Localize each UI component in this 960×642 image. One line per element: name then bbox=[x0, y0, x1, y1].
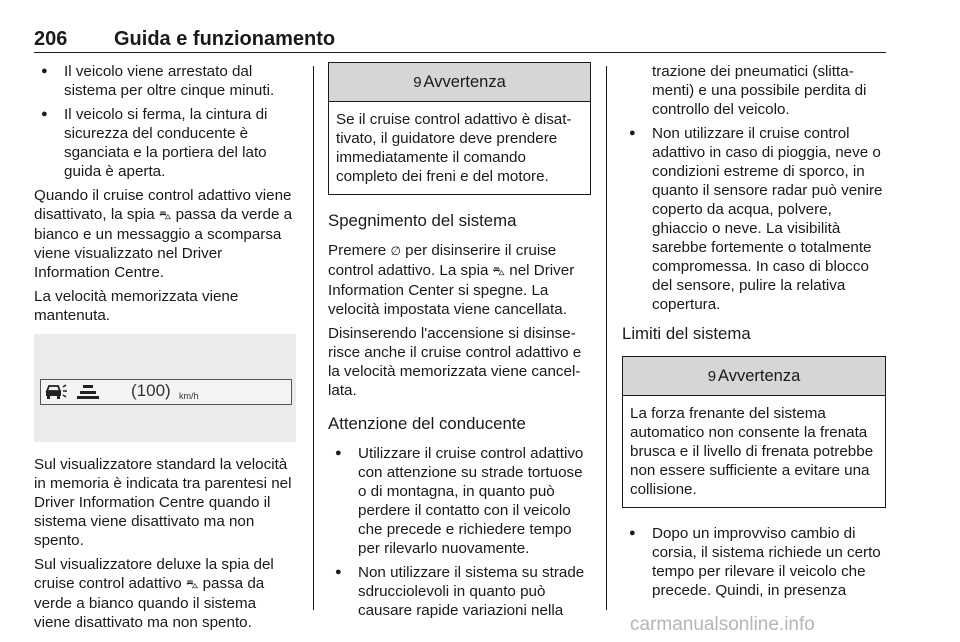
paragraph: Disinserendo l'accensione si disinse-risce anche il cruise control adattivo e la velocità memorizzata viene cancel-lata. bbox=[328, 325, 582, 399]
cruise-cancel-icon: ∅ bbox=[390, 244, 401, 258]
paragraph: La velocità memorizzata viene mantenuta. bbox=[34, 288, 239, 324]
list-item: ● Dopo un improvviso cambio di corsia, il sistema richiede un certo tempo per rilevare il veicolo che precede. Quindi, in presenza bbox=[622, 524, 886, 600]
page-number: 206 bbox=[34, 28, 68, 50]
paragraph: Quando il cruise control adattivo viene disattivato, la spia ⛍ passa da verde a bianco e un messaggio a scomparsa viene visualizzato nel Driver Information Centre. bbox=[34, 187, 293, 281]
list-item: ● Il veicolo viene arrestato dal sistema per oltre cinque minuti. bbox=[34, 62, 296, 100]
display-bar bbox=[40, 379, 292, 405]
paragraph: Sul visualizzatore deluxe la spia del cruise control adattivo ⛍ passa da verde a bianco quando il sistema viene disattivato ma non spento. bbox=[34, 556, 274, 631]
column-divider-1 bbox=[313, 66, 314, 610]
stored-speed: (100) bbox=[131, 381, 171, 400]
running-title: Guida e funzionamento bbox=[114, 28, 336, 50]
list-item: ● Non utilizzare il cruise control adattivo in caso di pioggia, neve o condizioni estreme di sporco, in quanto il sensore radar può venire coperto da acqua, polvere, ghiaccio o neve. La visibilità sarebbe fortemente o totalmente compromessa. In caso di blocco del sensore, pulire la relativa copertura. bbox=[622, 124, 886, 314]
column-1 bbox=[34, 62, 296, 637]
column-2 bbox=[328, 62, 591, 625]
warning-header bbox=[623, 357, 885, 396]
warning-triangle-icon: 9 bbox=[707, 368, 717, 385]
list-item: ● Non utilizzare il sistema su strade sdrucciolevoli in quanto può causare rapide variazioni nella bbox=[328, 563, 591, 620]
car-radar-icon: ⛍ bbox=[492, 264, 506, 278]
bullet-list bbox=[328, 444, 591, 620]
page-header bbox=[34, 26, 886, 53]
bullet-list bbox=[622, 524, 886, 600]
bullet-list bbox=[622, 124, 886, 314]
warning-body: Se il cruise control adattivo è disat-tivato, il guidatore deve prendere immediatamente il comando completo dei freni e del motore. bbox=[336, 111, 572, 185]
warning-header bbox=[329, 63, 590, 102]
paragraph: Sul visualizzatore standard la velocità in memoria è indicata tra parentesi nel Driver Information Centre quando il sistema viene disattivato ma non spento. bbox=[34, 456, 292, 549]
column-3 bbox=[622, 62, 886, 605]
watermark: carmanualsonline.info bbox=[630, 614, 815, 635]
warning-box bbox=[328, 62, 591, 195]
car-radar-icon: ⛍ bbox=[185, 577, 199, 591]
warning-title: Avvertenza bbox=[423, 73, 506, 91]
paragraph: Premere ∅ per disinserire il cruise control adattivo. La spia ⛍ nel Driver Information Center si spegne. La velocità impostata viene cancellata. bbox=[328, 242, 575, 318]
section-heading: Attenzione del conducente bbox=[328, 414, 526, 433]
warning-title: Avvertenza bbox=[718, 367, 801, 385]
column-divider-2 bbox=[606, 66, 607, 610]
warning-body: La forza frenante del sistema automatico non consente la frenata brusca e il livello di frenata potrebbe non essere sufficiente a evitare una collisione. bbox=[630, 405, 874, 498]
list-item: ● Il veicolo si ferma, la cintura di sicurezza del conducente è sganciata e la portiera del lato guida è aperta. bbox=[34, 105, 296, 181]
warning-box bbox=[622, 356, 886, 508]
car-radar-icon bbox=[44, 382, 68, 402]
bullet-list bbox=[34, 62, 296, 181]
section-heading: Limiti del sistema bbox=[622, 324, 751, 343]
paragraph-continued: trazione dei pneumatici (slitta-menti) e una possibile perdita di controllo del veicolo. bbox=[652, 63, 867, 118]
warning-triangle-icon: 9 bbox=[413, 74, 422, 91]
list-item: ● Utilizzare il cruise control adattivo con attenzione su strade tortuose o di montagna, in quanto può perdere il contatto con il veicolo che precede e richiedere tempo per rilevarlo nuovamente. bbox=[328, 444, 591, 558]
speed-unit: km/h bbox=[179, 391, 199, 401]
section-heading: Spegnimento del sistema bbox=[328, 211, 517, 230]
car-radar-icon: ⛍ bbox=[158, 208, 172, 222]
dic-display-illustration bbox=[34, 334, 296, 442]
following-distance-icon bbox=[77, 382, 99, 400]
